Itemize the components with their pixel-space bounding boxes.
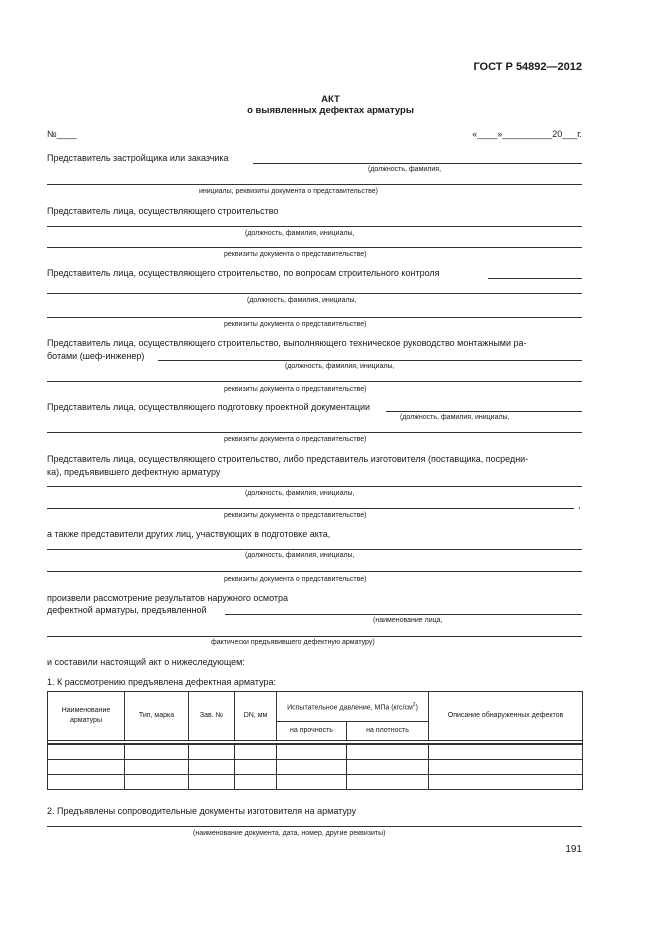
table-cell[interactable] — [347, 775, 429, 790]
table-cell[interactable] — [48, 744, 125, 760]
table-cell[interactable] — [235, 744, 277, 760]
builder-line[interactable] — [47, 226, 582, 227]
caption-doc-details: (наименование документа, дата, номер, другие реквизиты) — [193, 830, 386, 837]
caption-position: (должность, фамилия, инициалы, — [400, 414, 510, 421]
table-cell[interactable] — [347, 744, 429, 760]
caption-docs: реквизиты документа о представительстве) — [224, 436, 367, 443]
comma: , — [578, 500, 581, 510]
col-density-header: на плотность — [347, 722, 429, 741]
supplier-label-1: Представитель лица, осуществляющего строительство, либо представитель изготовителя (поставщика, посредни- — [47, 454, 529, 464]
developer-line-2[interactable] — [47, 184, 582, 185]
caption-position: (должность, фамилия, инициалы, — [285, 363, 395, 370]
others-line[interactable] — [47, 549, 582, 550]
table-cell[interactable] — [125, 760, 189, 775]
table-cell[interactable] — [235, 760, 277, 775]
design-line[interactable] — [386, 411, 582, 412]
table-cell[interactable] — [277, 744, 347, 760]
caption-position: (должность, фамилия, инициалы, — [245, 552, 355, 559]
developer-label: Представитель застройщика или заказчика — [47, 153, 229, 163]
table-row — [48, 775, 583, 790]
caption-docs: реквизиты документа о представительстве) — [224, 386, 367, 393]
caption-docs: реквизиты документа о представительстве) — [224, 576, 367, 583]
item1-label: 1. К рассмотрению предъявлена дефектная арматура: — [47, 677, 276, 687]
caption-position: (должность, фамилия, инициалы, — [247, 297, 357, 304]
col-strength-header: на прочность — [277, 722, 347, 741]
caption-docs: реквизиты документа о представительстве) — [224, 251, 367, 258]
table-cell[interactable] — [277, 760, 347, 775]
caption-initials-docs: инициалы, реквизиты документа о представительстве) — [199, 188, 378, 195]
caption-position: (должность, фамилия, — [368, 166, 442, 173]
developer-line[interactable] — [253, 163, 582, 164]
reviewed-label-2: дефектной арматуры, предъявленной — [47, 605, 207, 615]
table-cell[interactable] — [429, 760, 583, 775]
table-cell[interactable] — [125, 775, 189, 790]
col-serial-header: Зав. № — [189, 692, 235, 741]
table-cell[interactable] — [235, 775, 277, 790]
table-cell[interactable] — [189, 775, 235, 790]
reviewed-label-1: произвели рассмотрение результатов наружного осмотра — [47, 593, 289, 603]
presenter-line-2[interactable] — [47, 636, 582, 637]
act-number-field[interactable]: №____ — [47, 129, 77, 139]
caption-position: (должность, фамилия, инициалы, — [245, 490, 355, 497]
item2-label: 2. Предъявлены сопроводительные документы изготовителя на арматуру — [47, 806, 357, 816]
col-name-header: Наименование арматуры — [48, 692, 125, 741]
design-line-2[interactable] — [47, 432, 582, 433]
table-cell[interactable] — [189, 744, 235, 760]
table-cell[interactable] — [429, 775, 583, 790]
control-line-2[interactable] — [47, 293, 582, 294]
caption-entity: (наименование лица, — [373, 617, 443, 624]
tech-line[interactable] — [158, 360, 582, 361]
act-subtitle: о выявленных дефектах арматуры — [247, 105, 414, 116]
col-pressure-header: Испытательное давление, МПа $(кгс/см^2)$ — [277, 692, 429, 722]
col-dn-header: DN, мм — [235, 692, 277, 741]
standard-number: ГОСТ Р 54892—2012 — [473, 61, 582, 73]
caption-docs: реквизиты документа о представительстве) — [224, 321, 367, 328]
page-number: 191 — [565, 844, 582, 855]
tech-line-2[interactable] — [47, 381, 582, 382]
others-line-2[interactable] — [47, 571, 582, 572]
table-cell[interactable] — [429, 744, 583, 760]
caption-docs: реквизиты документа о представительстве) — [224, 512, 367, 519]
builder-line-2[interactable] — [47, 247, 582, 248]
tech-label-1: Представитель лица, осуществляющего строительство, выполняющего техническое руководство монтажными ра- — [47, 338, 527, 348]
caption-actual-presenter: фактически предъявившего дефектную арматуру) — [211, 639, 375, 646]
table-cell[interactable] — [347, 760, 429, 775]
compiled-label: и составили настоящий акт о нижеследующем: — [47, 657, 245, 667]
table-cell[interactable] — [48, 775, 125, 790]
caption-position: (должность, фамилия, инициалы, — [245, 230, 355, 237]
table-cell[interactable] — [48, 760, 125, 775]
defects-table — [47, 691, 583, 790]
documents-line[interactable] — [47, 826, 582, 827]
table-cell[interactable] — [277, 775, 347, 790]
act-date-field[interactable]: «____»__________20___г. — [472, 129, 582, 139]
act-title: АКТ — [321, 94, 340, 105]
supplier-line-2[interactable] — [47, 508, 574, 509]
supplier-label-2: ка), предъявившего дефектную арматуру — [47, 467, 221, 477]
presenter-line[interactable] — [225, 614, 582, 615]
control-label: Представитель лица, осуществляющего строительство, по вопросам строительного контроля — [47, 268, 440, 278]
others-label: а также представители других лиц, участвующих в подготовке акта, — [47, 529, 331, 539]
table-row — [48, 744, 583, 760]
control-line-3[interactable] — [47, 317, 582, 318]
design-label: Представитель лица, осуществляющего подготовку проектной документации — [47, 402, 371, 412]
table-row — [48, 760, 583, 775]
control-line[interactable] — [488, 278, 582, 279]
table-cell[interactable] — [125, 744, 189, 760]
builder-label: Представитель лица, осуществляющего строительство — [47, 206, 279, 216]
table-cell[interactable] — [189, 760, 235, 775]
supplier-line[interactable] — [47, 486, 582, 487]
col-defects-header: Описание обнаруженных дефектов — [429, 692, 583, 741]
col-type-header: Тип, марка — [125, 692, 189, 741]
tech-label-2: ботами (шеф-инженер) — [47, 351, 145, 361]
